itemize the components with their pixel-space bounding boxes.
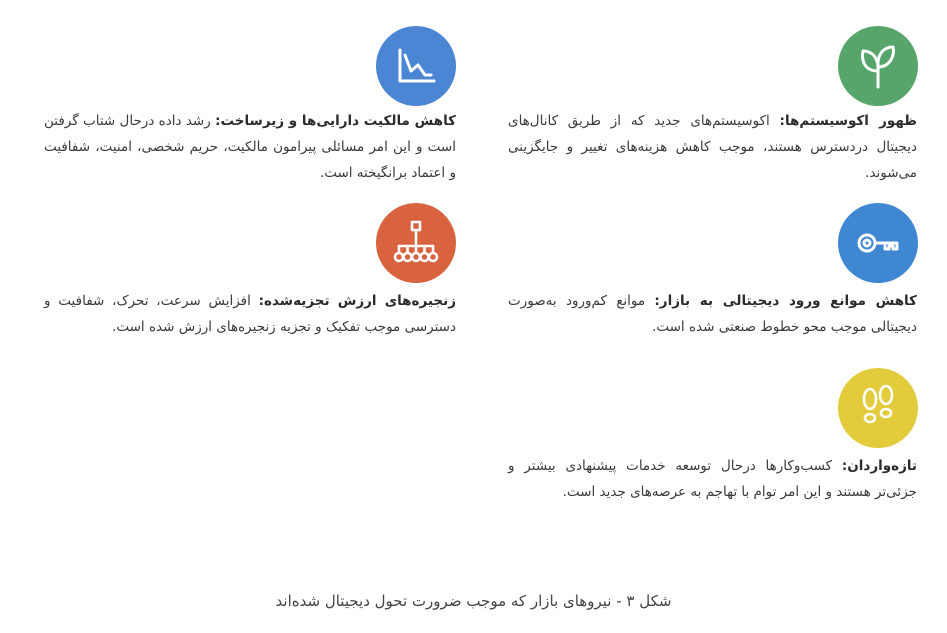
valuechain-body: افزایش سرعت، تحرک، شفافیت و دسترسی موجب تفکیک و تجزیه زنجیره‌های ارزش شده است. <box>44 293 456 335</box>
valuechain-text <box>44 288 456 340</box>
newcomers-text <box>508 453 917 505</box>
key-icon <box>853 218 903 268</box>
ownership-text <box>44 108 456 186</box>
ownership-body: رشد داده درحال شتاب گرفتن است و این امر مسائلی پیرامون مالکیت، حریم شخصی، امنیت، شفافیت و اعتماد برانگیخته است. <box>44 113 456 181</box>
ownership-heading: کاهش مالکیت دارایی‌ها و زیرساخت: <box>215 113 456 129</box>
figure-caption: شکل ۳ - نیروهای بازار که موجب ضرورت تحول دیجیتال شده‌اند <box>275 592 672 610</box>
hierarchy-icon <box>391 218 441 268</box>
barriers-text <box>508 288 917 340</box>
barriers-icon-circle <box>838 203 918 283</box>
declining-chart-icon <box>391 41 441 91</box>
footprints-icon <box>853 383 903 433</box>
ecosystems-text <box>508 108 917 186</box>
sprout-icon <box>853 41 903 91</box>
ecosystems-body: اکوسیستم‌های جدید که از طریق کانال‌های دیجیتال دردسترس هستند، موجب کاهش هزینه‌های تغییر و جایگزینی می‌شوند. <box>508 113 917 181</box>
barriers-heading: کاهش موانع ورود دیجیتالی به بازار: <box>654 293 917 309</box>
barriers-body: موانع کم‌ورود به‌صورت دیجیتالی موجب محو خطوط صنعتی شده است. <box>508 293 917 335</box>
ecosystems-icon-circle <box>838 26 918 106</box>
newcomers-icon-circle <box>838 368 918 448</box>
newcomers-heading: تازه‌واردان: <box>841 458 917 474</box>
ownership-icon-circle <box>376 26 456 106</box>
valuechain-icon-circle <box>376 203 456 283</box>
newcomers-body: کسب‌وکارها درحال توسعه خدمات پیشنهادی بیشتر و جزئی‌تر هستند و این امر توام با تهاجم به عرصه‌های جدید است. <box>508 458 917 500</box>
ecosystems-heading: ظهور اکوسیستم‌ها: <box>779 113 917 129</box>
valuechain-heading: زنجیره‌های ارزش تجزیه‌شده: <box>258 293 456 309</box>
